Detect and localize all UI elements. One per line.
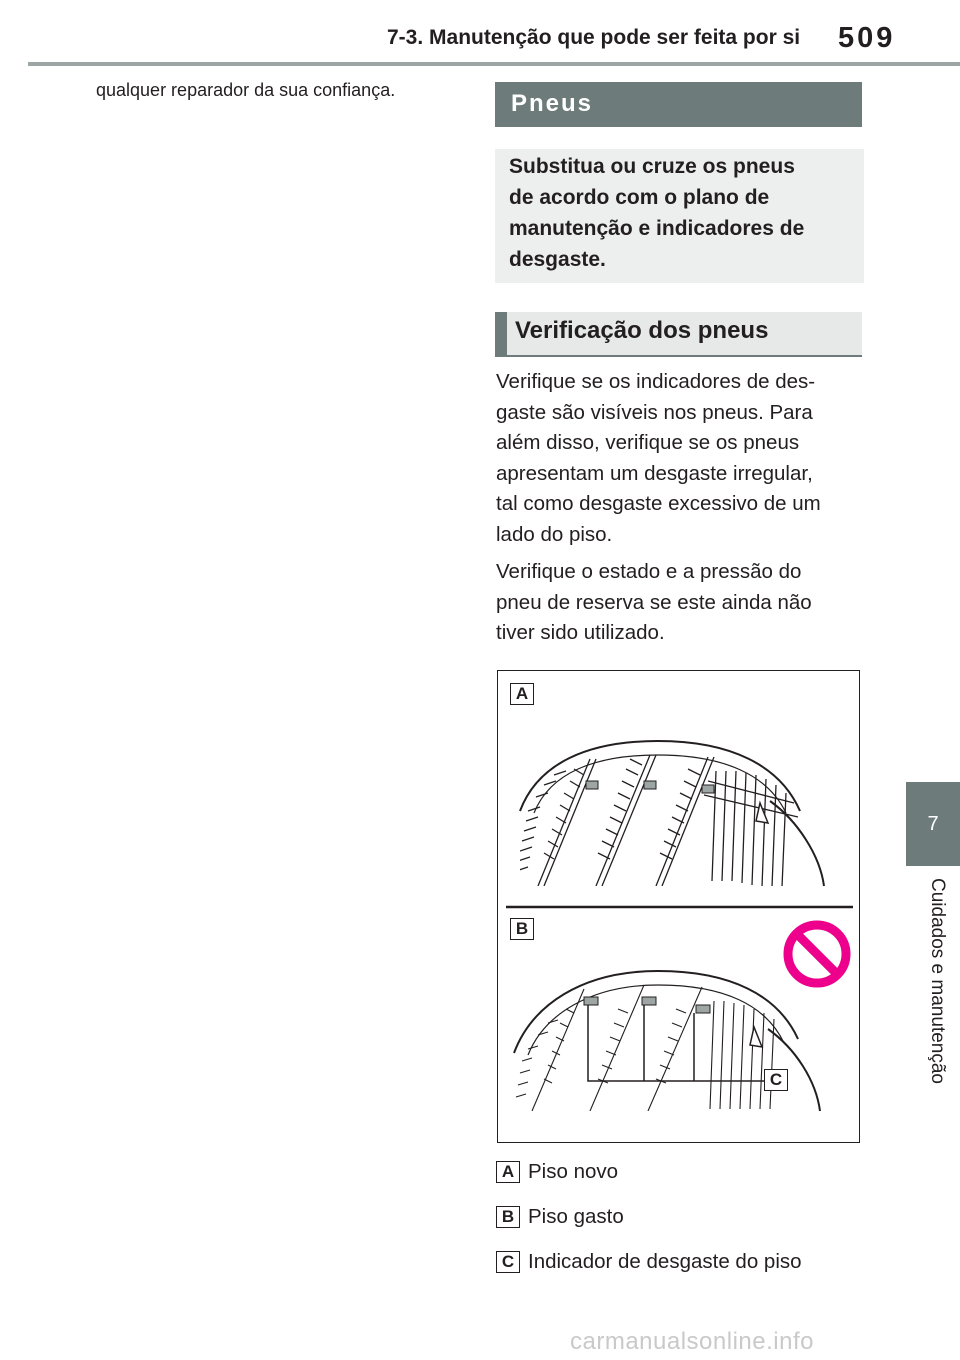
notice-line: de acordo com o plano de [509,186,770,209]
section-header-title: 7-3. Manutenção que pode ser feita por si [387,26,801,49]
paragraph-line: pneu de reserva se este ainda não [496,590,812,614]
tire-wear-figure [497,670,860,1143]
paragraph-line: lado do piso. [496,522,613,546]
new-tread-tire-icon [516,741,824,887]
section-heading [495,82,862,127]
notice-line: manutenção e indicadores de [509,217,805,240]
chapter-tab[interactable] [906,782,960,866]
legend-text: Indicador de desgaste do piso [528,1250,802,1273]
section-heading-text: Pneus [511,90,594,117]
paragraph-line: tal como desgaste excessivo de um [496,492,821,515]
paragraph-spare-tire [496,557,866,649]
prohibition-icon [788,925,846,983]
chapter-number: 7 [927,812,939,835]
figure-label-b: B [510,918,534,940]
header-divider [28,62,960,66]
figure-label-c: C [764,1069,788,1091]
tire-illustrations [498,671,861,1144]
notice-box [495,149,864,283]
legend-key: A [496,1161,520,1183]
notice-line: Substitua ou cruze os pneus [509,155,795,178]
paragraph-line: gaste são visíveis nos pneus. Para [496,400,813,424]
legend-text: Piso gasto [528,1205,624,1228]
subsection-heading-text: Verificação dos pneus [515,317,769,344]
notice-line: desgaste. [509,248,606,271]
chapter-label: Cuidados e manutenção [927,878,948,1084]
paragraph-line: além disso, verifique se os pneus [496,431,800,454]
legend-key: C [496,1251,520,1273]
continued-text: qualquer reparador da sua confiança. [96,80,396,100]
paragraph-line: tiver sido utilizado. [496,621,665,644]
watermark: carmanualsonline.info [570,1328,814,1355]
legend-key: B [496,1206,520,1228]
paragraph-line: Verifique se os indicadores de des- [496,370,816,393]
subsection-heading [495,312,862,357]
paragraph-line: apresentam um desgaste irregular, [496,461,813,485]
page-number: 509 [838,22,896,54]
paragraph-tire-check [496,367,866,550]
legend-text: Piso novo [528,1160,619,1183]
figure-label-a: A [510,683,534,705]
paragraph-line: Verifique o estado e a pressão do [496,560,802,583]
